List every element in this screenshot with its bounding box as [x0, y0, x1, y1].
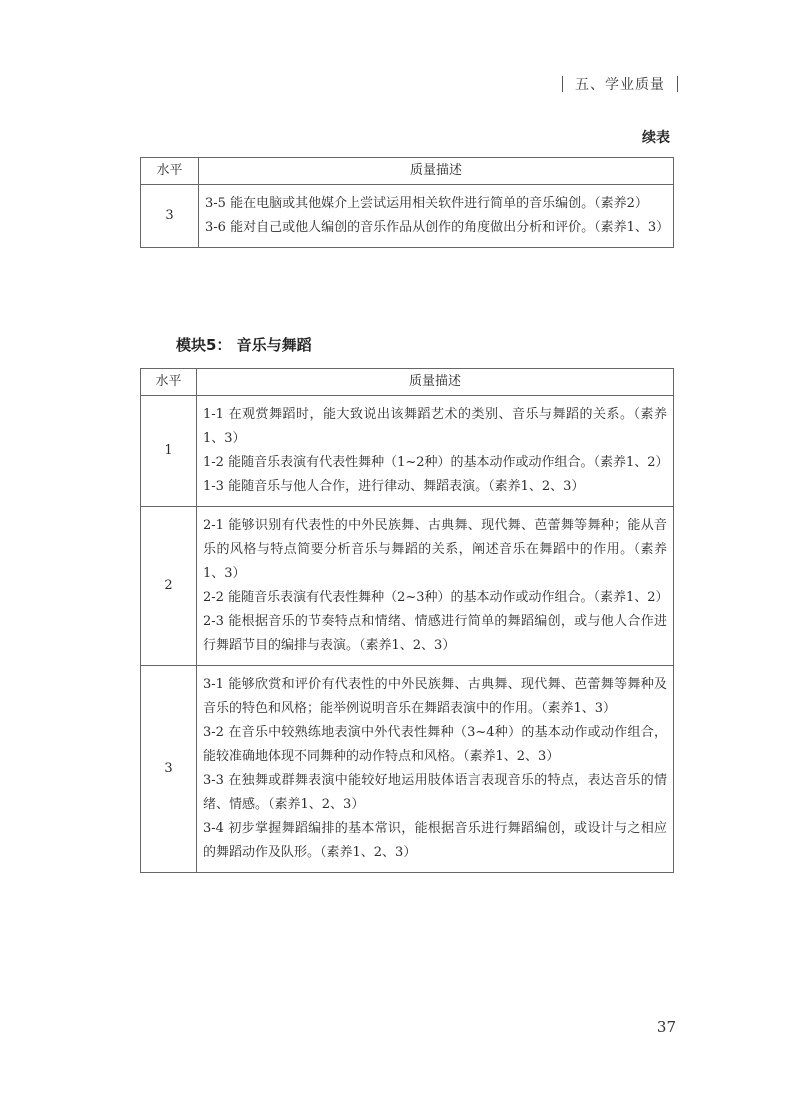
page-number: 37 [656, 1018, 676, 1036]
description-cell [199, 185, 674, 248]
level-cell: 3 [141, 666, 197, 873]
descriptor-item: 3-1 能够欣赏和评价有代表性的中外民族舞、古典舞、现代舞、芭蕾舞等舞种及音乐的特色和风格；能举例说明音乐在舞蹈表演中的作用。（素养1、3） [203, 677, 667, 716]
header-section-title: 五、学业质量 [575, 77, 665, 93]
description-cell [197, 666, 674, 873]
descriptor-item: 3-5 能在电脑或其他媒介上尝试运用相关软件进行简单的音乐编创。（素养2） [205, 196, 648, 211]
descriptor-item: 1-1 在观赏舞蹈时，能大致说出该舞蹈艺术的类别、音乐与舞蹈的关系。（素养1、3） [203, 407, 667, 446]
level-cell: 2 [141, 507, 197, 666]
running-header [562, 74, 678, 94]
table-row [141, 666, 674, 873]
continued-label: 续表 [642, 130, 670, 146]
level-cell: 3 [141, 185, 199, 248]
level-cell: 1 [141, 396, 197, 507]
quality-table-continued [140, 157, 674, 248]
descriptor-item: 3-6 能对自己或他人编创的音乐作品从创作的角度做出分析和评价。（素养1、3） [205, 220, 670, 235]
column-header-description: 质量描述 [197, 369, 674, 396]
description-cell [197, 396, 674, 507]
descriptor-item: 3-3 在独舞或群舞表演中能较好地运用肢体语言表现音乐的特点，表达音乐的情绪、情感。（素养1、2、3） [203, 773, 667, 812]
table-row [141, 185, 674, 248]
table-row [141, 396, 674, 507]
description-cell [197, 507, 674, 666]
table-header-row [141, 369, 674, 396]
column-header-description: 质量描述 [199, 158, 674, 185]
table-header-row [141, 158, 674, 185]
descriptor-item: 3-2 在音乐中较熟练地表演中外代表性舞种（3~4种）的基本动作或动作组合，能较准确地体现不同舞种的动作特点和风格。（素养1、2、3） [203, 725, 667, 764]
table-row [141, 507, 674, 666]
column-header-level: 水平 [141, 369, 197, 396]
quality-table-music-dance [140, 368, 674, 873]
column-header-level: 水平 [141, 158, 199, 185]
descriptor-item: 1-2 能随音乐表演有代表性舞种（1~2种）的基本动作或动作组合。（素养1、2） [203, 455, 669, 470]
header-divider-left [562, 76, 563, 92]
descriptor-item: 2-2 能随音乐表演有代表性舞种（2~3种）的基本动作或动作组合。（素养1、2） [203, 590, 669, 605]
descriptor-item: 2-3 能根据音乐的节奏特点和情绪、情感进行简单的舞蹈编创，或与他人合作进行舞蹈节目的编排与表演。（素养1、2、3） [203, 614, 667, 653]
descriptor-item: 3-4 初步掌握舞蹈编排的基本常识，能根据音乐进行舞蹈编创，或设计与之相应的舞蹈动作及队形。（素养1、2、3） [203, 821, 667, 860]
descriptor-item: 2-1 能够识别有代表性的中外民族舞、古典舞、现代舞、芭蕾舞等舞种；能从音乐的风格与特点简要分析音乐与舞蹈的关系，阐述音乐在舞蹈中的作用。（素养1、3） [203, 518, 667, 581]
descriptor-item: 1-3 能随音乐与他人合作，进行律动、舞蹈表演。（素养1、2、3） [203, 479, 585, 494]
module-title: 模块5： 音乐与舞蹈 [176, 336, 312, 354]
header-divider-right [677, 76, 678, 92]
